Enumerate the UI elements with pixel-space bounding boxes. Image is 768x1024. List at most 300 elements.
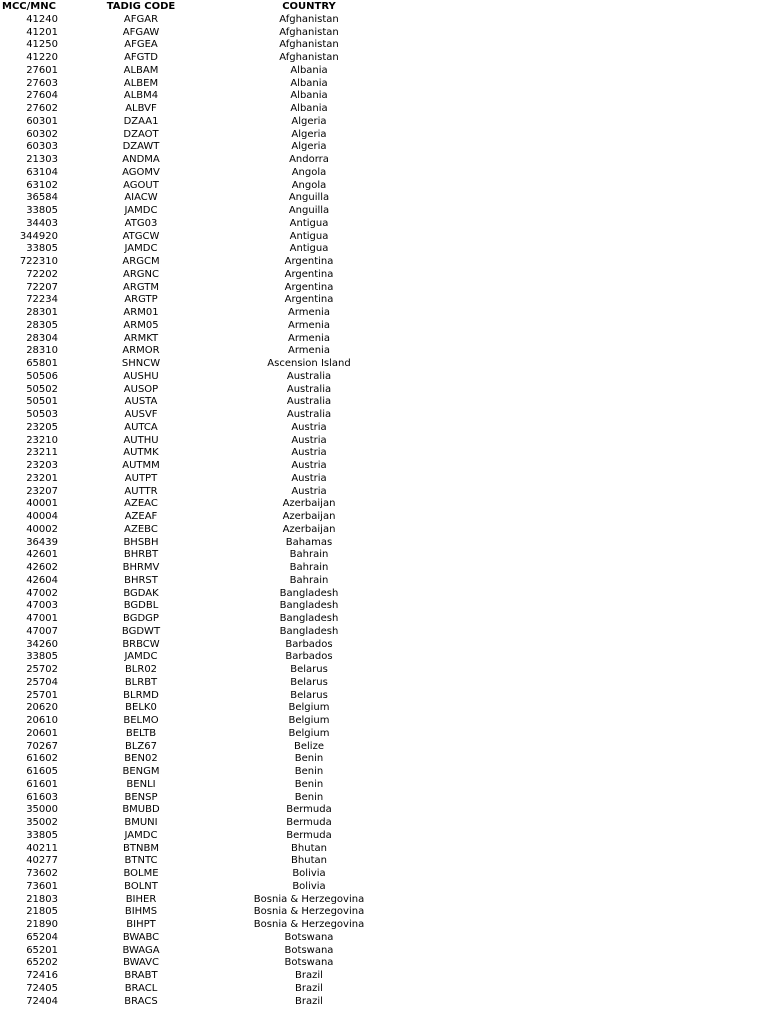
- mcc-mnc-cell: 28304: [26, 332, 58, 344]
- mcc-mnc-cell: 72405: [26, 982, 58, 994]
- mcc-mnc-cell: 722310: [19, 256, 58, 267]
- mcc-mnc-cell: 47002: [26, 587, 58, 599]
- mcc-mnc-cell: 25702: [26, 664, 58, 675]
- mcc-mnc-cell: 23203: [26, 460, 58, 471]
- table-row: [0, 231, 398, 244]
- country-cell: Botswana: [284, 931, 334, 943]
- tadig-code-cell: BELK0: [125, 702, 157, 714]
- table-row: [0, 498, 398, 511]
- country-cell: Antigua: [289, 230, 329, 242]
- mcc-mnc-cell: 61603: [26, 791, 58, 803]
- mcc-mnc-cell: 36584: [26, 192, 58, 204]
- table-row: [0, 651, 398, 664]
- mcc-mnc-cell: 65801: [26, 358, 58, 369]
- tadig-code-cell: BELTB: [125, 727, 157, 739]
- mcc-mnc-cell: 40277: [26, 855, 58, 867]
- mcc-mnc-cell: 60303: [26, 141, 58, 153]
- table-row: [0, 116, 398, 129]
- tadig-code-cell: AUTCA: [124, 421, 158, 433]
- mcc-mnc-cell: 27604: [26, 90, 58, 102]
- country-cell: Argentina: [284, 281, 334, 293]
- table-row: [0, 728, 398, 741]
- tadig-code-cell: BELMO: [123, 715, 159, 726]
- table-row: [0, 639, 398, 652]
- country-cell: Afghanistan: [279, 52, 339, 63]
- table-row: [0, 294, 398, 307]
- tadig-code-cell: DZAOT: [123, 128, 159, 140]
- tadig-code-cell: BTNBM: [123, 842, 159, 854]
- table-row: [0, 843, 398, 856]
- mcc-mnc-cell: 23211: [26, 447, 58, 459]
- tadig-code-cell: BGDWT: [121, 625, 161, 637]
- tadig-code-cell: JAMDC: [124, 651, 158, 663]
- tadig-code-cell: AUTMM: [122, 460, 160, 471]
- table-row: [0, 473, 398, 486]
- country-cell: Anguilla: [288, 192, 330, 204]
- table-row: [0, 320, 398, 333]
- country-cell: Antigua: [289, 217, 329, 229]
- mcc-mnc-cell: 28301: [26, 307, 58, 318]
- country-cell: Brazil: [295, 982, 323, 994]
- table-row: [0, 269, 398, 282]
- mcc-mnc-cell: 72202: [26, 268, 58, 280]
- table-row: [0, 205, 398, 218]
- country-cell: Azerbaijan: [282, 511, 336, 522]
- tadig-code-cell: SHNCW: [121, 358, 161, 369]
- table-row: [0, 881, 398, 894]
- table-row: [0, 511, 398, 524]
- country-cell: Benin: [294, 791, 324, 803]
- table-row: [0, 180, 398, 193]
- country-cell: Austria: [291, 434, 327, 446]
- tadig-code-cell: BRABT: [124, 970, 158, 981]
- table-row: [0, 996, 398, 1009]
- country-cell: Austria: [291, 447, 327, 459]
- mcc-mnc-cell: 47007: [26, 625, 58, 637]
- country-cell: Bangladesh: [279, 587, 339, 599]
- tadig-code-cell: BLZ67: [124, 740, 157, 752]
- mcc-mnc-cell: 42601: [26, 549, 58, 561]
- tadig-code-cell: BOLNT: [124, 880, 158, 892]
- table-row: [0, 282, 398, 295]
- table-row: [0, 447, 398, 460]
- tadig-code-cell: JAMDC: [124, 243, 158, 255]
- mcc-mnc-cell: 23210: [26, 434, 58, 446]
- tadig-code-cell: ALBVF: [125, 103, 157, 114]
- table-row: [0, 90, 398, 103]
- table-row: [0, 486, 398, 499]
- mcc-mnc-cell: 344920: [19, 230, 58, 242]
- header-row: [0, 1, 398, 14]
- tadig-code-cell: ARMOR: [122, 345, 160, 357]
- tadig-code-cell: BLR02: [124, 664, 158, 675]
- tadig-code-cell: BRACL: [124, 982, 158, 994]
- tadig-code-cell: AUTPT: [124, 472, 158, 484]
- country-cell: Belarus: [290, 689, 328, 701]
- mcc-mnc-cell: 41240: [26, 13, 58, 25]
- tadig-code-cell: BENSP: [124, 791, 158, 803]
- mcc-mnc-cell: 73601: [26, 880, 58, 892]
- tadig-code-cell: AUTHU: [123, 434, 159, 446]
- country-cell: Belarus: [290, 664, 328, 675]
- tadig-code-cell: BGDGP: [123, 613, 159, 624]
- country-cell: Bosnia & Herzegovina: [253, 893, 365, 905]
- mcc-mnc-cell: 28305: [26, 319, 58, 331]
- country-cell: Brazil: [295, 970, 323, 981]
- tadig-code-cell: BENGM: [122, 766, 160, 777]
- table-row: [0, 613, 398, 626]
- mcc-mnc-cell: 61602: [26, 753, 58, 765]
- country-cell: Bermuda: [286, 817, 332, 828]
- table-row: [0, 460, 398, 473]
- mcc-mnc-cell: 72234: [26, 294, 58, 306]
- table-row: [0, 664, 398, 677]
- country-cell: Afghanistan: [279, 39, 339, 51]
- table-row: [0, 766, 398, 779]
- tadig-code-cell: AGOMV: [122, 166, 160, 178]
- table-row: [0, 932, 398, 945]
- tadig-code-cell: AUSHU: [123, 370, 159, 382]
- mcc-mnc-cell: 25701: [26, 689, 58, 701]
- mcc-mnc-cell: 63104: [26, 166, 58, 178]
- tadig-code-cell: AGOUT: [123, 179, 159, 191]
- country-cell: Australia: [286, 370, 332, 382]
- country-cell: Barbados: [285, 651, 333, 663]
- mcc-mnc-cell: 65201: [26, 944, 58, 956]
- table-row: [0, 753, 398, 766]
- table-row: [0, 154, 398, 167]
- tadig-code-cell: BHSBH: [123, 536, 159, 548]
- table-row: [0, 396, 398, 409]
- table-row: [0, 141, 398, 154]
- table-row: [0, 741, 398, 754]
- country-cell: Bangladesh: [279, 613, 339, 624]
- country-cell: Albania: [290, 77, 328, 89]
- table-row: [0, 549, 398, 562]
- mcc-mnc-cell: 47003: [26, 600, 58, 612]
- table-row: [0, 677, 398, 690]
- tadig-code-cell: ARGTM: [123, 281, 159, 293]
- tadig-code-cell: BWAVC: [123, 957, 159, 969]
- table-row: [0, 830, 398, 843]
- table-row: [0, 792, 398, 805]
- table-row: [0, 588, 398, 601]
- country-cell: Benin: [294, 778, 324, 790]
- table-row: [0, 957, 398, 970]
- tadig-code-cell: ARM05: [123, 319, 159, 331]
- mcc-mnc-cell: 50506: [26, 370, 58, 382]
- mcc-mnc-cell: 21890: [26, 919, 58, 930]
- table-row: [0, 14, 398, 27]
- country-cell: Argentina: [284, 294, 334, 306]
- tadig-code-cell: AZEBC: [124, 523, 158, 535]
- table-row: [0, 868, 398, 881]
- country-cell: Bahrain: [289, 562, 329, 573]
- table-row: [0, 537, 398, 550]
- country-cell: Ascension Island: [267, 358, 351, 369]
- header-mcc-mnc: MCC/MNC: [2, 1, 56, 12]
- mcc-mnc-cell: 40002: [26, 523, 58, 535]
- tadig-code-cell: DZAWT: [122, 141, 160, 153]
- mcc-mnc-cell: 27603: [26, 77, 58, 89]
- tadig-code-cell: ATGCW: [122, 230, 160, 242]
- mcc-mnc-cell: 50503: [26, 409, 58, 420]
- table-row: [0, 970, 398, 983]
- country-cell: Barbados: [285, 638, 333, 650]
- mcc-mnc-cell: 61601: [26, 778, 58, 790]
- mcc-mnc-cell: 61605: [26, 766, 58, 777]
- country-cell: Afghanistan: [279, 13, 339, 25]
- country-cell: Bahrain: [289, 574, 329, 586]
- country-cell: Bermuda: [286, 804, 332, 816]
- country-cell: Austria: [291, 421, 327, 433]
- table-row: [0, 945, 398, 958]
- table-row: [0, 129, 398, 142]
- tadig-code-cell: BOLME: [123, 868, 159, 879]
- tadig-code-cell: BGDAK: [123, 587, 159, 599]
- mcc-mnc-cell: 65202: [26, 957, 58, 969]
- country-cell: Belize: [294, 740, 324, 752]
- country-cell: Albania: [290, 64, 328, 76]
- tadig-code-cell: ANDMA: [122, 154, 160, 165]
- table-row: [0, 192, 398, 205]
- tadig-code-cell: AFGAR: [123, 13, 159, 25]
- country-cell: Austria: [291, 485, 327, 497]
- table-row: [0, 39, 398, 52]
- table-row: [0, 52, 398, 65]
- table-row: [0, 690, 398, 703]
- tadig-code-cell: AUTTR: [124, 485, 158, 497]
- country-cell: Antigua: [289, 243, 329, 255]
- country-cell: Angola: [291, 179, 327, 191]
- country-cell: Armenia: [288, 319, 330, 331]
- mcc-mnc-cell: 20601: [26, 727, 58, 739]
- mcc-mnc-cell: 73602: [26, 868, 58, 879]
- country-cell: Afghanistan: [279, 26, 339, 38]
- tadig-code-cell: BEN02: [124, 753, 158, 765]
- mcc-mnc-cell: 23207: [26, 485, 58, 497]
- mcc-mnc-cell: 70267: [26, 740, 58, 752]
- country-cell: Bahamas: [285, 536, 333, 548]
- mcc-mnc-cell: 21803: [26, 893, 58, 905]
- mcc-mnc-cell: 41220: [26, 52, 58, 63]
- mcc-mnc-cell: 50502: [26, 383, 58, 395]
- country-cell: Belgium: [288, 715, 330, 726]
- table-row: [0, 715, 398, 728]
- tadig-code-cell: ARMKT: [123, 332, 159, 344]
- country-cell: Bolivia: [292, 868, 326, 879]
- tadig-code-cell: BGDBL: [123, 600, 159, 612]
- mcc-mnc-cell: 42604: [26, 574, 58, 586]
- country-cell: Brazil: [295, 995, 323, 1007]
- tadig-code-cell: AFGAW: [122, 26, 160, 38]
- mcc-mnc-cell: 65204: [26, 931, 58, 943]
- country-cell: Bolivia: [292, 880, 326, 892]
- table-row: [0, 702, 398, 715]
- mcc-mnc-cell: 41250: [26, 39, 58, 51]
- table-row: [0, 333, 398, 346]
- mcc-mnc-cell: 34260: [26, 638, 58, 650]
- tadig-code-cell: ALBAM: [123, 64, 159, 76]
- tadig-code-cell: DZAA1: [123, 115, 159, 127]
- tadig-code-cell: BWAGA: [122, 944, 160, 956]
- country-cell: Algeria: [291, 141, 327, 153]
- country-cell: Australia: [286, 409, 332, 420]
- table-row: [0, 65, 398, 78]
- mcc-mnc-cell: 63102: [26, 179, 58, 191]
- country-cell: Benin: [294, 753, 324, 765]
- table-row: [0, 167, 398, 180]
- country-cell: Benin: [294, 766, 324, 777]
- tadig-code-cell: AFGTD: [124, 52, 158, 63]
- mcc-mnc-cell: 33805: [26, 205, 58, 216]
- mcc-mnc-cell: 25704: [26, 676, 58, 688]
- country-cell: Argentina: [284, 256, 334, 267]
- mcc-mnc-cell: 20610: [26, 715, 58, 726]
- country-cell: Armenia: [288, 345, 330, 357]
- mcc-mnc-cell: 35002: [26, 817, 58, 828]
- mcc-mnc-cell: 33805: [26, 243, 58, 255]
- mcc-mnc-cell: 27602: [26, 103, 58, 114]
- table-row: [0, 894, 398, 907]
- tadig-code-cell: BTNTC: [124, 855, 158, 867]
- country-cell: Botswana: [284, 944, 334, 956]
- table-row: [0, 626, 398, 639]
- country-cell: Bangladesh: [279, 600, 339, 612]
- table-row: [0, 575, 398, 588]
- country-cell: Argentina: [284, 268, 334, 280]
- country-cell: Andorra: [289, 154, 329, 165]
- tadig-code-table: [0, 1, 398, 1008]
- tadig-code-cell: JAMDC: [124, 205, 158, 216]
- country-cell: Albania: [290, 103, 328, 114]
- table-row: [0, 384, 398, 397]
- mcc-mnc-cell: 60302: [26, 128, 58, 140]
- tadig-code-cell: BMUNI: [124, 817, 158, 828]
- tadig-code-cell: ALBEM: [123, 77, 159, 89]
- table-row: [0, 218, 398, 231]
- tadig-code-cell: AUSTA: [124, 396, 158, 408]
- table-row: [0, 817, 398, 830]
- table-row: [0, 358, 398, 371]
- tadig-code-cell: BIHER: [125, 893, 157, 905]
- tadig-code-cell: ARM01: [123, 307, 159, 318]
- tadig-code-cell: AUSVF: [124, 409, 158, 420]
- mcc-mnc-cell: 36439: [26, 536, 58, 548]
- table-row: [0, 524, 398, 537]
- country-cell: Bhutan: [291, 842, 327, 854]
- tadig-code-cell: BHRST: [124, 574, 158, 586]
- country-cell: Australia: [286, 396, 332, 408]
- table-row: [0, 307, 398, 320]
- tadig-code-cell: BLRBT: [124, 676, 158, 688]
- mcc-mnc-cell: 72416: [26, 970, 58, 981]
- country-cell: Bermuda: [286, 829, 332, 841]
- tadig-code-cell: ARGCM: [122, 256, 160, 267]
- mcc-mnc-cell: 20620: [26, 702, 58, 714]
- mcc-mnc-cell: 60301: [26, 115, 58, 127]
- table-row: [0, 27, 398, 40]
- table-row: [0, 919, 398, 932]
- country-cell: Bhutan: [291, 855, 327, 867]
- country-cell: Azerbaijan: [282, 523, 336, 535]
- table-row: [0, 600, 398, 613]
- tadig-code-cell: BIHMS: [124, 906, 158, 918]
- table-row: [0, 256, 398, 269]
- mcc-mnc-cell: 35000: [26, 804, 58, 816]
- mcc-mnc-cell: 33805: [26, 651, 58, 663]
- table-row: [0, 371, 398, 384]
- tadig-code-cell: AUTMK: [123, 447, 159, 459]
- tadig-code-cell: BRACS: [124, 995, 158, 1007]
- country-cell: Austria: [291, 460, 327, 471]
- mcc-mnc-cell: 50501: [26, 396, 58, 408]
- mcc-mnc-cell: 27601: [26, 64, 58, 76]
- tadig-code-cell: ATG03: [124, 217, 158, 229]
- table-row: [0, 779, 398, 792]
- table-body: [0, 14, 398, 1009]
- tadig-code-cell: BMUBD: [122, 804, 160, 816]
- table-row: [0, 804, 398, 817]
- table-row: [0, 409, 398, 422]
- mcc-mnc-cell: 21805: [26, 906, 58, 918]
- mcc-mnc-cell: 23201: [26, 472, 58, 484]
- tadig-code-cell: AFGEA: [124, 39, 158, 51]
- tadig-code-cell: AZEAF: [124, 511, 158, 522]
- country-cell: Anguilla: [288, 205, 330, 216]
- country-cell: Azerbaijan: [282, 498, 336, 510]
- header-country: COUNTRY: [282, 1, 336, 12]
- mcc-mnc-cell: 40001: [26, 498, 58, 510]
- table-row: [0, 243, 398, 256]
- country-cell: Botswana: [284, 957, 334, 969]
- country-cell: Bosnia & Herzegovina: [253, 906, 365, 918]
- tadig-code-cell: BHRMV: [122, 562, 160, 573]
- tadig-code-cell: BLRMD: [123, 689, 159, 701]
- table-row: [0, 345, 398, 358]
- tadig-code-cell: BWABC: [122, 931, 160, 943]
- mcc-mnc-cell: 47001: [26, 613, 58, 624]
- mcc-mnc-cell: 34403: [26, 217, 58, 229]
- mcc-mnc-cell: 28310: [26, 345, 58, 357]
- country-cell: Angola: [291, 166, 327, 178]
- tadig-code-cell: AIACW: [124, 192, 158, 204]
- table-row: [0, 906, 398, 919]
- table-row: [0, 855, 398, 868]
- country-cell: Bosnia & Herzegovina: [253, 919, 365, 930]
- tadig-code-cell: AZEAC: [124, 498, 158, 510]
- country-cell: Australia: [286, 383, 332, 395]
- table-row: [0, 435, 398, 448]
- mcc-mnc-cell: 21303: [26, 154, 58, 165]
- table-row: [0, 983, 398, 996]
- mcc-mnc-cell: 42602: [26, 562, 58, 573]
- tadig-code-cell: ARGTP: [124, 294, 158, 306]
- country-cell: Albania: [290, 90, 328, 102]
- country-cell: Bangladesh: [279, 625, 339, 637]
- country-cell: Belarus: [290, 676, 328, 688]
- tadig-code-cell: JAMDC: [124, 829, 158, 841]
- table-row: [0, 562, 398, 575]
- table-row: [0, 103, 398, 116]
- mcc-mnc-cell: 72207: [26, 281, 58, 293]
- tadig-code-cell: ARGNC: [122, 268, 159, 280]
- tadig-code-cell: BRBCW: [122, 638, 160, 650]
- country-cell: Armenia: [288, 307, 330, 318]
- country-cell: Algeria: [291, 128, 327, 140]
- mcc-mnc-cell: 40211: [26, 842, 58, 854]
- header-tadig-code: TADIG CODE: [106, 1, 176, 12]
